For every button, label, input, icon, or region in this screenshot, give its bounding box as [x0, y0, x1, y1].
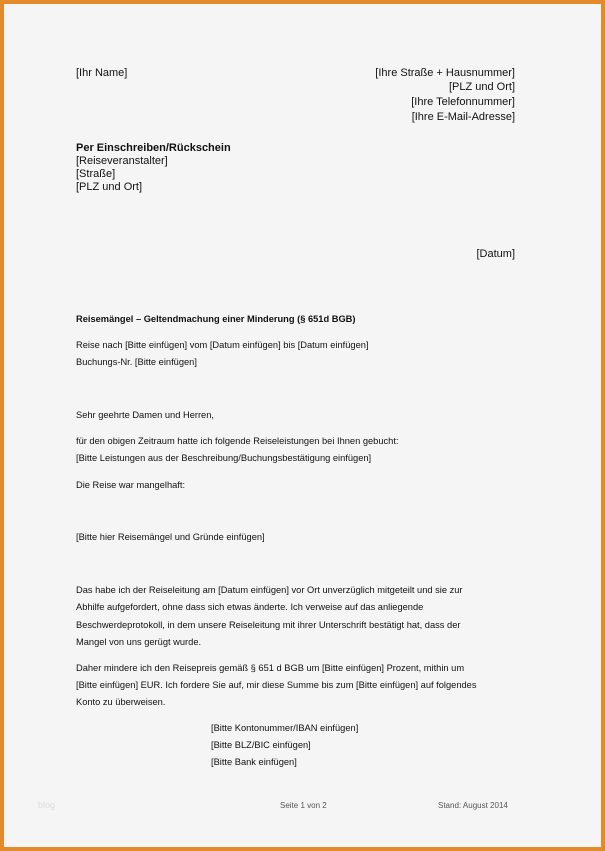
page-number: Seite 1 von 2	[280, 801, 327, 810]
paragraph-line: Daher mindere ich den Reisepreis gemäß § 651 d BGB um [Bitte einfügen] Prozent, mithin um	[76, 663, 465, 673]
sender-street: [Ihre Straße + Hausnummer]	[375, 67, 515, 79]
sender-phone: [Ihre Telefonnummer]	[411, 96, 515, 108]
paragraph-line: Mangel von uns gerügt wurde.	[76, 637, 202, 647]
delivery-method: Per Einschreiben/Rückschein	[76, 142, 231, 154]
paragraph-line: [Bitte hier Reisemängel und Gründe einfügen]	[76, 532, 265, 542]
paragraph-line: [Bitte einfügen] EUR. Ich fordere Sie auf, mir diese Summe bis zum [Bitte einfügen] auf folgendes	[76, 680, 477, 690]
salutation: Sehr geehrte Damen und Herren,	[76, 410, 214, 420]
recipient-company: [Reiseveranstalter]	[76, 155, 168, 167]
recipient-city: [PLZ und Ort]	[76, 181, 143, 193]
paragraph-line: für den obigen Zeitraum hatte ich folgende Reiseleistungen bei Ihnen gebucht:	[76, 436, 399, 446]
paragraph-line: Konto zu überweisen.	[76, 697, 166, 707]
sender-name: [Ihr Name]	[76, 67, 128, 79]
bank-bic: [Bitte BLZ/BIC einfügen]	[211, 740, 311, 750]
paragraph-line: Die Reise war mangelhaft:	[76, 480, 186, 490]
letter-date: [Datum]	[476, 248, 515, 260]
footer-stand: Stand: August 2014	[438, 801, 508, 810]
paragraph-line: [Bitte Leistungen aus der Beschreibung/Buchungsbestätigung einfügen]	[76, 453, 372, 463]
watermark: blog	[38, 800, 56, 810]
sender-email: [Ihre E-Mail-Adresse]	[411, 111, 515, 123]
paragraph-line: Abhilfe aufgefordert, ohne dass sich etwas änderte. Ich verweise auf das anliegende	[76, 602, 424, 612]
sender-city: [PLZ und Ort]	[448, 81, 515, 93]
booking-line: Buchungs-Nr. [Bitte einfügen]	[76, 357, 197, 367]
bank-iban: [Bitte Kontonummer/IBAN einfügen]	[211, 723, 359, 733]
paragraph-line: Beschwerdeprotokoll, in dem unsere Reiseleitung mit ihrer Unterschrift bestätigt hat, dass der	[76, 620, 461, 630]
subject: Reisemängel – Geltendmachung einer Minderung (§ 651d BGB)	[76, 314, 356, 324]
travel-line: Reise nach [Bitte einfügen] vom [Datum einfügen] bis [Datum einfügen]	[76, 340, 369, 350]
bank-name: [Bitte Bank einfügen]	[211, 757, 297, 767]
recipient-street: [Straße]	[76, 168, 116, 180]
paragraph-line: Das habe ich der Reiseleitung am [Datum einfügen] vor Ort unverzüglich mitgeteilt und sie zur	[76, 585, 463, 595]
